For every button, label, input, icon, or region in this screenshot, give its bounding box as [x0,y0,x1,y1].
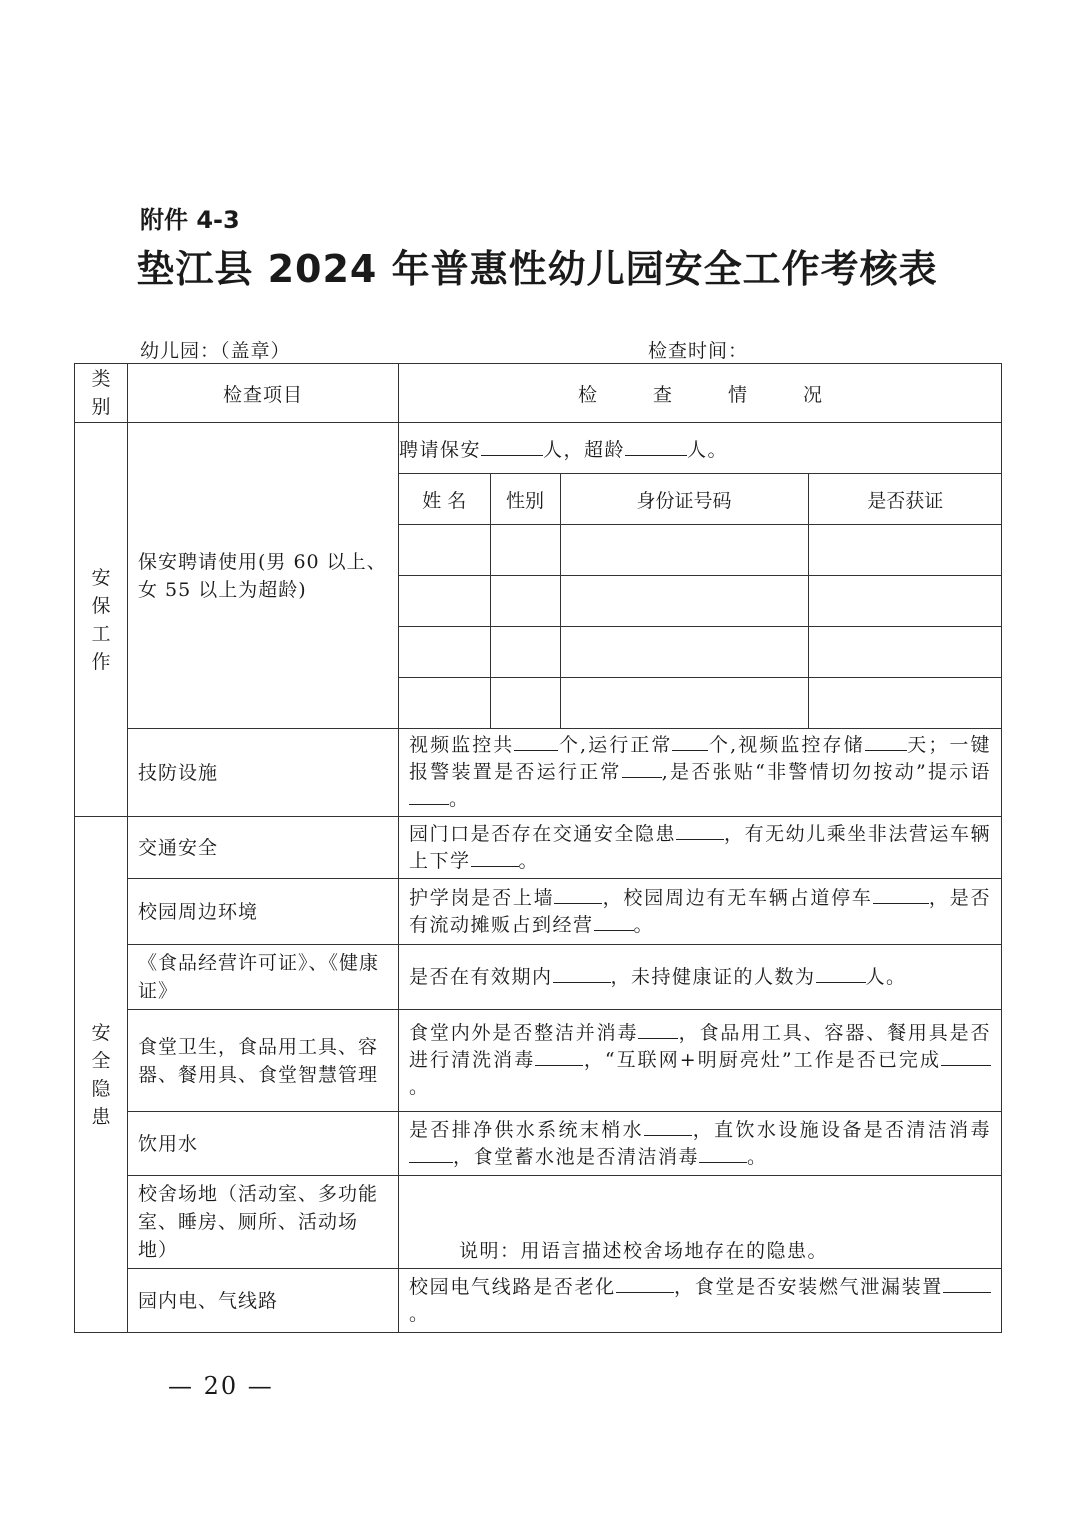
detail-text: ，是否有流动摊贩占到经营 [409,886,991,936]
header-detail-char: 况 [803,383,823,406]
detail-text: 是否排净供水系统末梢水 [409,1118,644,1141]
security-category-char: 作 [91,650,111,673]
hazard-detail [399,945,1002,1010]
document-title: 垫江县 2024 年普惠性幼儿园安全工作考核表 [136,247,938,291]
blank[interactable] [816,964,866,983]
tech-text: 视频监控共 [409,734,515,756]
hire-text-3: 人。 [687,438,729,461]
security-category-char: 工 [91,622,111,645]
detail-text: 。 [633,913,655,936]
tech-row [75,729,1002,817]
entry-cell[interactable] [560,627,808,678]
blank[interactable] [594,912,634,931]
entry-cell[interactable] [399,576,490,627]
detail-text: ，直饮水设施设备是否清洁消毒 [691,1118,991,1141]
blank[interactable] [699,1144,747,1163]
guard-entry-row [399,576,1002,627]
hazard-category-char: 安 [91,1021,111,1044]
hazard-item: 园内电、气线路 [128,1269,399,1333]
blank[interactable] [409,786,449,805]
hazard-item: 校园周边环境 [128,879,399,945]
tech-detail [399,729,1002,817]
guard-entry-row [399,627,1002,678]
hazard-category-char: 患 [91,1105,111,1128]
hazard-item: 食堂卫生，食品用工具、容器、餐用具、食堂智慧管理 [128,1010,399,1112]
blank[interactable] [941,1047,991,1066]
hazard-row-wiring [75,1269,1002,1333]
hazard-row-traffic [75,817,1002,879]
entry-cell[interactable] [490,678,560,729]
hazard-row-licenses [75,945,1002,1010]
entry-cell[interactable] [560,525,808,576]
hazard-detail [399,1010,1002,1112]
tech-item: 技防设施 [128,729,399,817]
detail-text: 食堂内外是否整洁并消毒 [409,1022,639,1044]
hire-text-2: 人，超龄 [543,438,626,461]
detail-text: 。 [518,849,540,872]
detail-text: ，校园周边有无车辆占道停车 [602,886,873,909]
detail-text: ，有无幼儿乘坐非法营运车辆上下学 [409,822,991,872]
hazard-detail [399,879,1002,945]
hazard-detail[interactable] [399,1176,1002,1269]
col-certified: 是否获证 [808,474,1002,525]
detail-text: 。 [409,1076,430,1098]
entry-cell[interactable] [808,525,1002,576]
hazard-category-char: 全 [91,1049,111,1072]
guard-entry-row [399,525,1002,576]
header-row [75,364,1002,423]
guard-entry-row [399,678,1002,729]
blank[interactable] [622,759,662,778]
blank[interactable] [535,1047,583,1066]
blank[interactable] [554,885,602,904]
hazard-category [75,817,128,1333]
header-detail-char: 检 [577,383,597,406]
blank[interactable] [409,1144,453,1163]
hazard-item: 饮用水 [128,1112,399,1176]
detail-text: ，食堂是否安装燃气泄漏装置 [673,1275,943,1298]
tech-text: 。 [449,788,470,810]
detail-text: ，“互联网+明厨亮灶”工作是否已完成 [583,1049,941,1071]
security-category-char: 安 [91,566,111,589]
header-detail [399,364,1002,423]
detail-text: 护学岗是否上墙 [409,886,555,909]
blank[interactable] [865,732,907,751]
hazard-row-canteen [75,1010,1002,1112]
blank[interactable] [873,885,929,904]
detail-text: ，食堂蓄水池是否清洁消毒 [453,1145,700,1168]
entry-cell[interactable] [560,678,808,729]
guard-detail [399,423,1002,729]
hazard-item: 交通安全 [128,817,399,879]
tech-text: 天；一键报警装置是否运行正常 [409,734,991,783]
header-detail-char: 查 [652,383,672,406]
detail-text: 人。 [865,965,907,988]
entry-cell[interactable] [808,678,1002,729]
entry-cell[interactable] [808,627,1002,678]
entry-cell[interactable] [399,525,490,576]
entry-cell[interactable] [490,525,560,576]
tech-text: 个,视频监控存储 [708,734,865,756]
entry-cell[interactable] [560,576,808,627]
hazard-detail [399,1269,1002,1333]
guard-col-headers [399,474,1002,525]
header-category-char-2: 别 [91,396,111,418]
tech-text: ,是否张贴“非警情切勿按动”提示语 [661,761,991,783]
kindergarten-label: 幼儿园：（盖章） [140,340,291,362]
attachment-label: 附件 4-3 [140,206,240,234]
check-time-label: 检查时间： [648,340,749,362]
col-name: 姓 名 [399,474,490,525]
hazard-row-premises [75,1176,1002,1269]
guard-row [75,423,1002,729]
hazard-detail [399,817,1002,879]
detail-text: 园门口是否存在交通安全隐患 [409,822,676,845]
hire-text-1: 聘请保安 [399,438,482,461]
guard-subtable [399,423,1002,728]
entry-cell[interactable] [808,576,1002,627]
blank[interactable] [553,964,611,983]
blank[interactable] [676,821,724,840]
hazard-detail [399,1112,1002,1176]
page-number: — 20 — [168,1372,274,1400]
blank-guard-count[interactable] [481,437,543,456]
header-item: 检查项目 [128,364,399,423]
guard-item: 保安聘请使用(男 60 以上、女 55 以上为超龄) [128,423,399,729]
header-detail-char: 情 [728,383,748,406]
detail-text: 是否在有效期内 [409,965,553,988]
header-category [75,364,128,423]
detail-text: ，食品用工具、容器、餐用具是否进行清洗消毒 [409,1022,991,1071]
premises-note: 说明：用语言描述校舍场地存在的隐患。 [459,1240,829,1262]
blank[interactable] [616,1274,674,1293]
detail-text: 。 [747,1145,768,1168]
hazard-category-char: 隐 [91,1077,111,1100]
hazard-item: 校舍场地（活动室、多功能室、睡房、厕所、活动场地） [128,1176,399,1269]
hazard-row-surroundings [75,879,1002,945]
security-category [75,423,128,817]
security-category-char: 保 [91,594,111,617]
tech-text: 个,运行正常 [558,734,673,756]
col-gender: 性别 [490,474,560,525]
blank[interactable] [638,1020,678,1039]
blank[interactable] [672,732,708,751]
blank[interactable] [471,848,519,867]
entry-cell[interactable] [399,627,490,678]
blank[interactable] [514,732,558,751]
detail-text: 。 [409,1302,430,1325]
entry-cell[interactable] [399,678,490,729]
blank-overage-count[interactable] [625,437,687,456]
blank[interactable] [644,1117,692,1136]
blank[interactable] [943,1274,991,1293]
entry-cell[interactable] [490,576,560,627]
col-id-number: 身份证号码 [560,474,808,525]
detail-text: 校园电气线路是否老化 [409,1275,616,1298]
entry-cell[interactable] [490,627,560,678]
hazard-item: 《食品经营许可证》、《健康证》 [128,945,399,1010]
hazard-row-water [75,1112,1002,1176]
guard-hire-line [399,423,1002,474]
header-category-char-1: 类 [91,368,111,390]
detail-text: ，未持健康证的人数为 [610,965,816,988]
assessment-table [74,363,1002,1333]
